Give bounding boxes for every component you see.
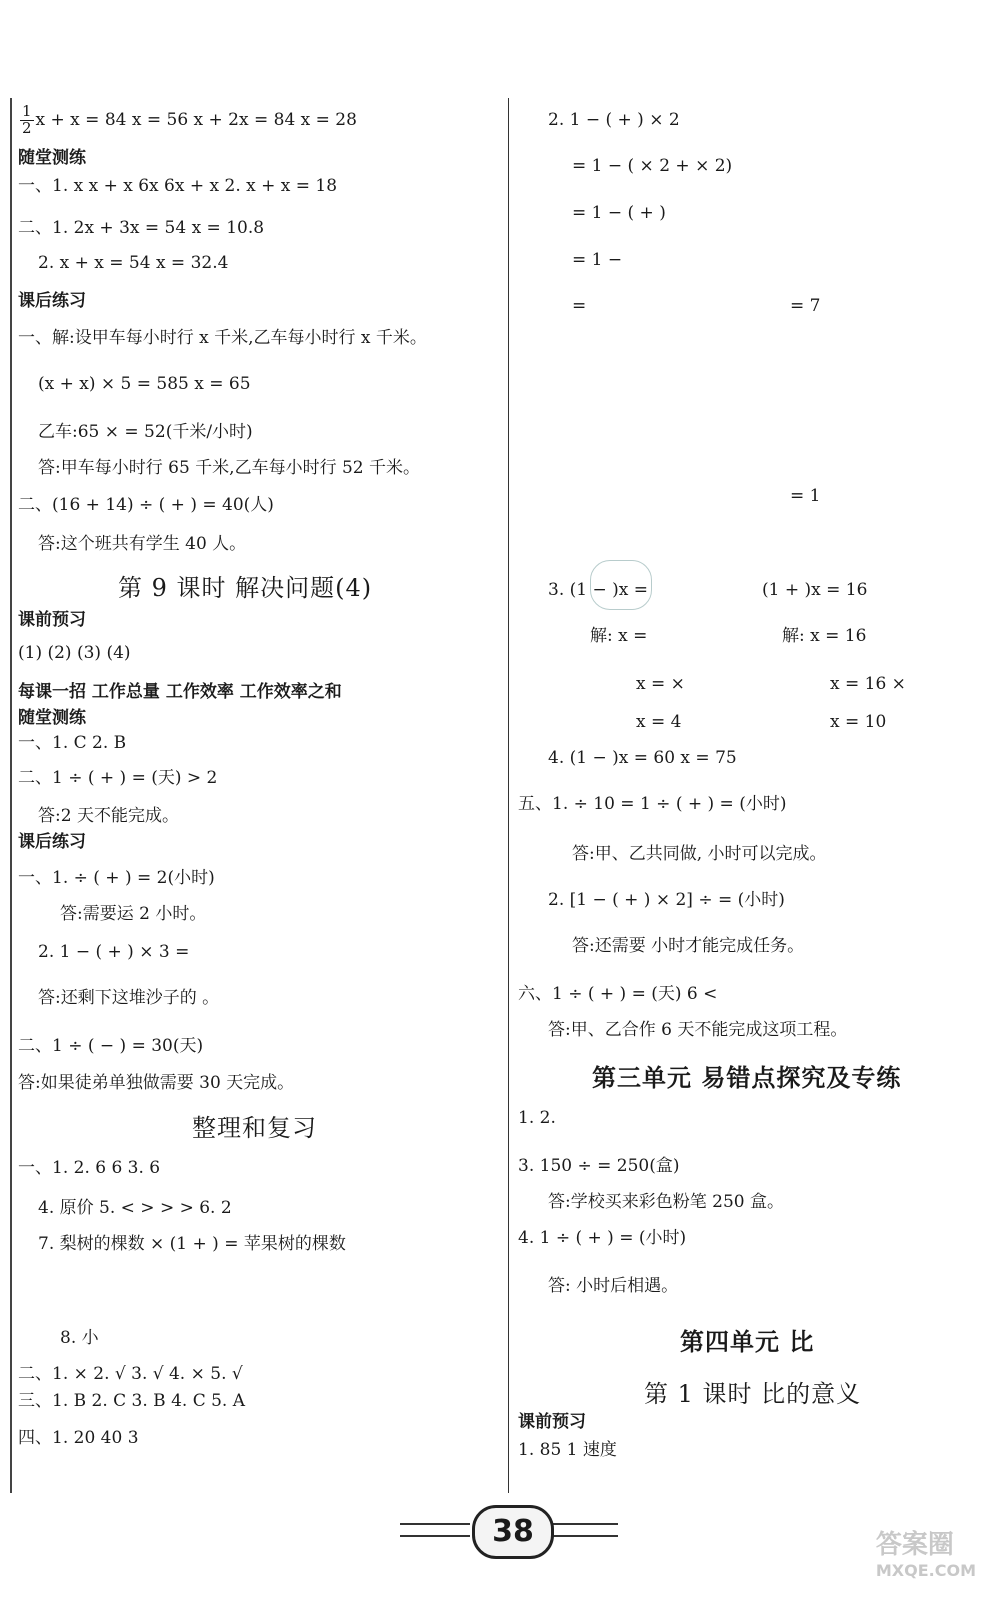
answer-line: 答:如果徒弟单独做需要 30 天完成。 [18, 1073, 295, 1093]
answer-line: 六、1 ÷ ( + ) = (天) 6 < [518, 984, 718, 1004]
answer-line: 1. 2. [518, 1108, 556, 1128]
answer-line: 2. 1 − ( + ) × 2 [548, 110, 680, 130]
answer-line: 4. (1 − )x = 60 x = 75 [548, 748, 737, 768]
lesson-title: 第 1 课时 比的意义 [644, 1380, 862, 1408]
section-heading: 课后练习 [18, 832, 86, 852]
fraction: $\frac{1}{2}$ [22, 102, 32, 137]
answer-line: 一、1. ÷ ( + ) = 2(小时) [18, 868, 215, 888]
answer-line: 8. 小 [60, 1328, 99, 1348]
answer-line: 答:甲车每小时行 65 千米,乙车每小时行 52 千米。 [38, 458, 421, 478]
answer-line: 一、解:设甲车每小时行 x 千米,乙车每小时行 x 千米。 [18, 328, 427, 348]
answer-line: = 1 − ( × 2 + × 2) [572, 156, 733, 176]
answer-line: 五、1. ÷ 10 = 1 ÷ ( + ) = (小时) [518, 794, 787, 814]
answer-line: 答:需要运 2 小时。 [60, 904, 207, 924]
answer-line: $\frac{1}{2}$ x + x = 84 x = 56 x + 2x = 84 x = 28 [22, 102, 357, 137]
section-heading: 随堂测练 [18, 708, 86, 728]
answer-line: 乙车:65 × = 52(千米/小时) [38, 422, 253, 442]
answer-line: = 1 − [572, 250, 623, 270]
section-heading: 课前预习 [18, 610, 86, 630]
answer-line: = [572, 296, 587, 316]
answer-line: 答:2 天不能完成。 [38, 806, 179, 826]
answer-line: 答:还需要 小时才能完成任务。 [572, 936, 805, 956]
page-ornament-right [548, 1523, 618, 1537]
answer-line: 3. (1 − )x = [548, 580, 648, 600]
answer-line: 答:甲、乙合作 6 天不能完成这项工程。 [548, 1020, 848, 1040]
answer-line: 1. 85 1 速度 [518, 1440, 617, 1460]
answer-line: (1) (2) (3) (4) [18, 643, 131, 663]
answer-line: 二、1 ÷ ( + ) = (天) > 2 [18, 768, 218, 788]
answer-line: x = 4 [636, 712, 682, 732]
section-heading: 课后练习 [18, 291, 86, 311]
answer-line: 三、1. B 2. C 3. B 4. C 5. A [18, 1391, 246, 1411]
answer-line: 2. [1 − ( + ) × 2] ÷ = (小时) [548, 890, 785, 910]
answer-line: 四、1. 20 40 3 [18, 1428, 139, 1448]
answer-line: = 7 [790, 296, 821, 316]
answer-line: 3. 150 ÷ = 250(盒) [518, 1156, 680, 1176]
answer-line: 一、1. x x + x 6x 6x + x 2. x + x = 18 [18, 176, 338, 196]
answer-line: = 1 [790, 486, 821, 506]
answer-line: 一、1. 2. 6 6 3. 6 [18, 1158, 161, 1178]
answer-line: x = 10 [830, 712, 887, 732]
answer-line: 答:甲、乙共同做, 小时可以完成。 [572, 844, 827, 864]
answer-line: 4. 原价 5. < > > > 6. 2 [38, 1198, 232, 1218]
answer-line: 一、1. C 2. B [18, 733, 127, 753]
answer-line: 2. x + x = 54 x = 32.4 [38, 253, 229, 273]
section-heading: 随堂测练 [18, 148, 86, 168]
answer-line: 答:学校买来彩色粉笔 250 盒。 [548, 1192, 784, 1212]
tip-line: 每课一招 工作总量 工作效率 工作效率之和 [18, 682, 342, 702]
left-margin-rule [10, 98, 12, 1493]
column-divider [508, 98, 509, 1493]
answer-line: 二、1. × 2. √ 3. √ 4. × 5. √ [18, 1364, 243, 1384]
watermark: 答案圈 MXQE.COM [875, 1530, 976, 1580]
answer-line: 二、1. 2x + 3x = 54 x = 10.8 [18, 218, 265, 238]
answer-line: 7. 梨树的棵数 × (1 + ) = 苹果树的棵数 [38, 1234, 346, 1254]
unit-title: 第四单元 比 [680, 1328, 815, 1356]
section-heading: 课前预习 [518, 1412, 586, 1432]
answer-line: 答:还剩下这堆沙子的 。 [38, 988, 220, 1008]
answer-line: 2. 1 − ( + ) × 3 = [38, 942, 190, 962]
answer-line: = 1 − ( + ) [572, 203, 666, 223]
answer-line: 答: 小时后相遇。 [548, 1276, 679, 1296]
answer-line: (1 + )x = 16 [762, 580, 868, 600]
answer-line: x = × [636, 674, 685, 694]
unit-title: 第三单元 易错点探究及专练 [592, 1064, 902, 1092]
answer-line: 解: x = 16 [782, 626, 867, 646]
answer-line: 4. 1 ÷ ( + ) = (小时) [518, 1228, 687, 1248]
section-title: 整理和复习 [192, 1114, 317, 1142]
lesson-title: 第 9 课时 解决问题(4) [118, 574, 373, 602]
page-number: 38 [472, 1505, 554, 1559]
page-ornament-left [400, 1523, 470, 1537]
answer-line: (x + x) × 5 = 585 x = 65 [38, 374, 251, 394]
answer-line: x = 16 × [830, 674, 906, 694]
answer-line: 二、(16 + 14) ÷ ( + ) = 40(人) [18, 495, 274, 515]
answer-line: 答:这个班共有学生 40 人。 [38, 534, 247, 554]
answer-line: 二、1 ÷ ( − ) = 30(天) [18, 1036, 204, 1056]
answer-line: 解: x = [590, 626, 648, 646]
